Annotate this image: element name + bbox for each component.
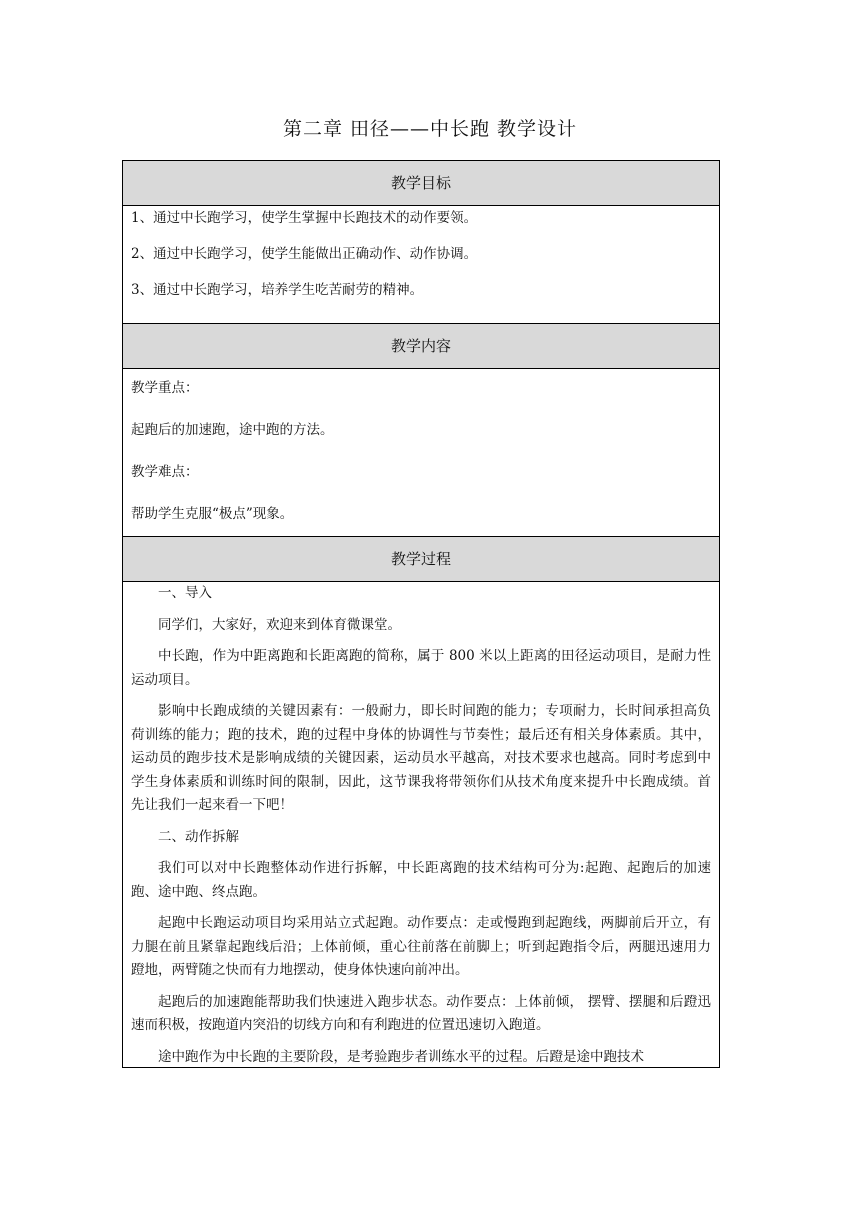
goal-item: 2、通过中长跑学习，使学生能做出正确动作、动作协调。 <box>131 246 478 262</box>
goals-header: 教学目标 <box>123 161 719 206</box>
key-point-text: 起跑后的加速跑，途中跑的方法。 <box>131 422 334 438</box>
lesson-plan-table <box>122 160 720 1068</box>
section-heading-breakdown: 二、动作拆解 <box>158 828 239 845</box>
paragraph: 途中跑作为中长跑的主要阶段，是考验跑步者训练水平的过程。后蹬是途中跑技术 <box>158 1048 644 1065</box>
process-header: 教学过程 <box>123 537 719 582</box>
paragraph: 起跑后的加速跑能帮助我们快速进入跑步状态。动作要点：上体前倾， 摆臂、摆腿和后蹬迅速而积极，按跑道内突沿的切线方向和有利跑进的位置迅速切入跑道。 <box>131 993 711 1033</box>
goal-item: 1、通过中长跑学习，使学生掌握中长跑技术的动作要领。 <box>131 210 478 226</box>
difficulty-label: 教学难点： <box>131 464 199 480</box>
section-heading-intro: 一、导入 <box>158 585 212 601</box>
process-section <box>123 537 719 1067</box>
paragraph: 我们可以对中长跑整体动作进行拆解，中长距离跑的技术结构可分为:起跑、起跑后的加速跑、途中跑、终点跑。 <box>131 860 711 900</box>
document-title: 第二章 田径——中长跑 教学设计 <box>282 118 578 140</box>
paragraph: 影响中长跑成绩的关键因素有：一般耐力，即长时间跑的能力；专项耐力，长时间承担高负荷训练的能力；跑的技术，跑的过程中身体的协调性与节奏性；最后还有相关身体素质。其中，运动员的跑步技术是影响成绩的关键因素，运动员水平越高，对技术要求也越高。同时考虑到中学生身体素质和训练时间的限制，因此，这节课我将带领你们从技术角度来提升中长跑成绩。首先让我们一起来看一下吧！ <box>131 703 711 813</box>
paragraph: 中长跑，作为中距离跑和长距离跑的简称，属于 800 米以上距离的田径运动项目，是耐力性运动项目。 <box>131 648 711 688</box>
process-body <box>123 582 719 1067</box>
paragraph: 同学们，大家好，欢迎来到体育微课堂。 <box>158 616 401 633</box>
content-body <box>123 369 719 536</box>
goals-list <box>123 206 719 323</box>
content-header: 教学内容 <box>123 324 719 369</box>
difficulty-text: 帮助学生克服“极点”现象。 <box>131 506 294 522</box>
paragraph: 起跑中长跑运动项目均采用站立式起跑。动作要点：走或慢跑到起跑线，两脚前后开立，有力腿在前且紧靠起跑线后沿；上体前倾，重心往前落在前脚上；听到起跑指令后，两腿迅速用力蹬地，两臂随之快而有力地摆动，使身体快速向前冲出。 <box>131 915 711 978</box>
content-section <box>123 324 719 537</box>
key-point-label: 教学重点： <box>131 380 199 396</box>
goal-item: 3、通过中长跑学习，培养学生吃苦耐劳的精神。 <box>131 282 424 298</box>
goals-section <box>123 161 719 324</box>
